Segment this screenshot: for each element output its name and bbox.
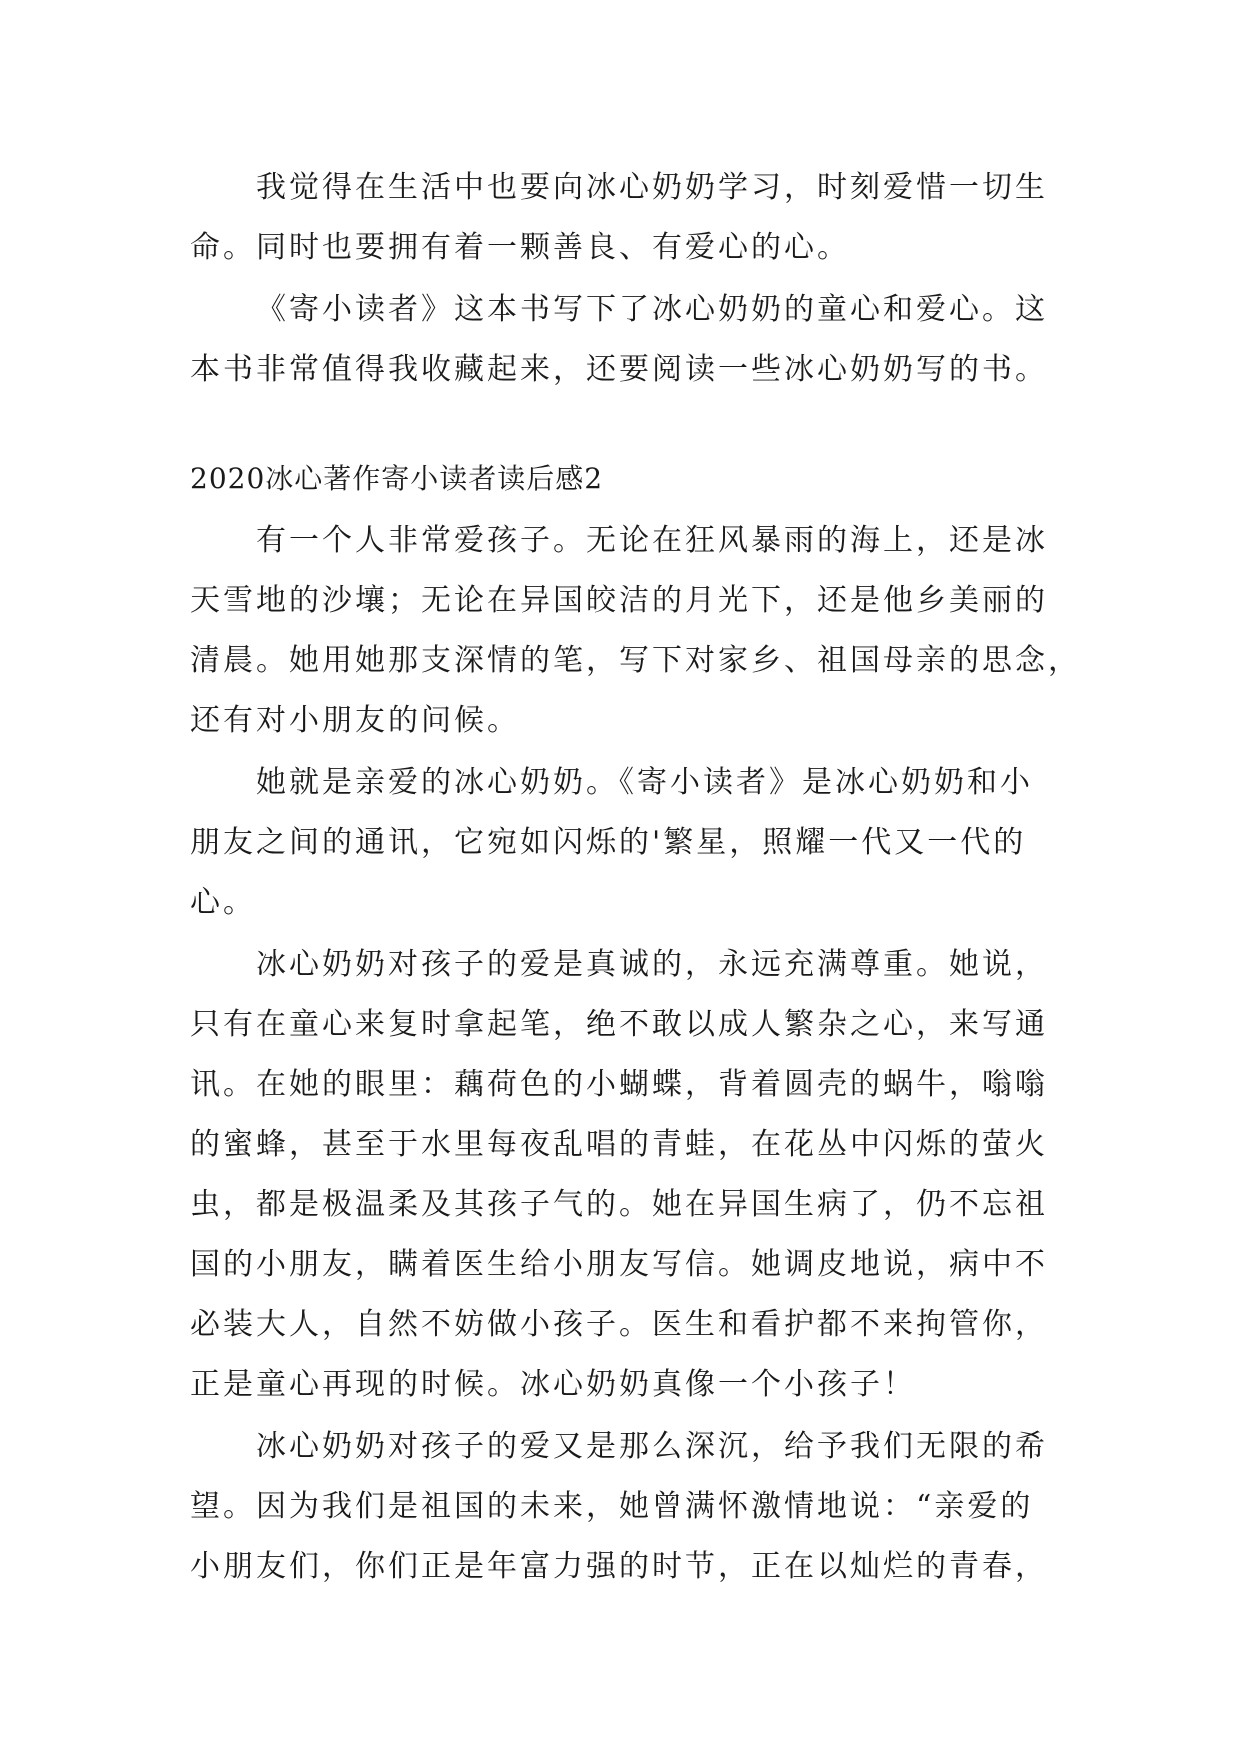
essay-p1-line-4: 还有对小朋友的问候。 [190, 703, 520, 738]
essay-p3-line-4: 的蜜蜂，甚至于水里每夜乱唱的青蛙，在花丛中闪烁的萤火 [190, 1127, 1048, 1162]
essay-p1-line-1: 有一个人非常爱孩子。无论在狂风暴雨的海上，还是冰 [256, 523, 1048, 558]
essay-title: 2020冰心著作寄小读者读后感2 [190, 462, 604, 495]
essay-p3-line-5: 虫，都是极温柔及其孩子气的。她在异国生病了，仍不忘祖 [190, 1187, 1048, 1222]
intro-p2-line-2: 本书非常值得我收藏起来，还要阅读一些冰心奶奶写的书。 [190, 352, 1048, 387]
essay-p3-line-2: 只有在童心来复时拿起笔，绝不敢以成人繁杂之心，来写通 [190, 1007, 1048, 1042]
essay-p4-line-1: 冰心奶奶对孩子的爱又是那么深沉，给予我们无限的希 [256, 1429, 1048, 1464]
intro-p1-line-1: 我觉得在生活中也要向冰心奶奶学习，时刻爱惜一切生 [256, 170, 1048, 205]
essay-p3-line-6: 国的小朋友，瞒着医生给小朋友写信。她调皮地说，病中不 [190, 1247, 1048, 1282]
essay-p3-line-7: 必装大人，自然不妨做小孩子。医生和看护都不来拘管你， [190, 1307, 1048, 1342]
essay-p3-line-3: 讯。在她的眼里：藕荷色的小蝴蝶，背着圆壳的蜗牛，嗡嗡 [190, 1067, 1048, 1102]
essay-p3-line-8: 正是童心再现的时候。冰心奶奶真像一个小孩子！ [190, 1367, 916, 1402]
essay-p2-line-1: 她就是亲爱的冰心奶奶。《寄小读者》是冰心奶奶和小 [256, 765, 1033, 800]
intro-p1-line-2: 命。同时也要拥有着一颗善良、有爱心的心。 [190, 230, 850, 265]
essay-p3-line-1: 冰心奶奶对孩子的爱是真诚的，永远充满尊重。她说， [256, 947, 1048, 982]
essay-p2-line-3: 心。 [190, 885, 256, 920]
essay-p2-line-2: 朋友之间的通讯，它宛如闪烁的'繁星，照耀一代又一代的 [190, 825, 1027, 860]
essay-p1-line-3: 清晨。她用她那支深情的笔，写下对家乡、祖国母亲的思念， [190, 643, 1081, 678]
essay-p4-line-3: 小朋友们，你们正是年富力强的时节，正在以灿烂的青春， [190, 1549, 1048, 1584]
essay-p4-line-2: 望。因为我们是祖国的未来，她曾满怀激情地说：“亲爱的 [190, 1489, 1034, 1524]
intro-p2-line-1: 《寄小读者》这本书写下了冰心奶奶的童心和爱心。这 [256, 292, 1048, 327]
essay-p1-line-2: 天雪地的沙壤；无论在异国皎洁的月光下，还是他乡美丽的 [190, 583, 1048, 618]
